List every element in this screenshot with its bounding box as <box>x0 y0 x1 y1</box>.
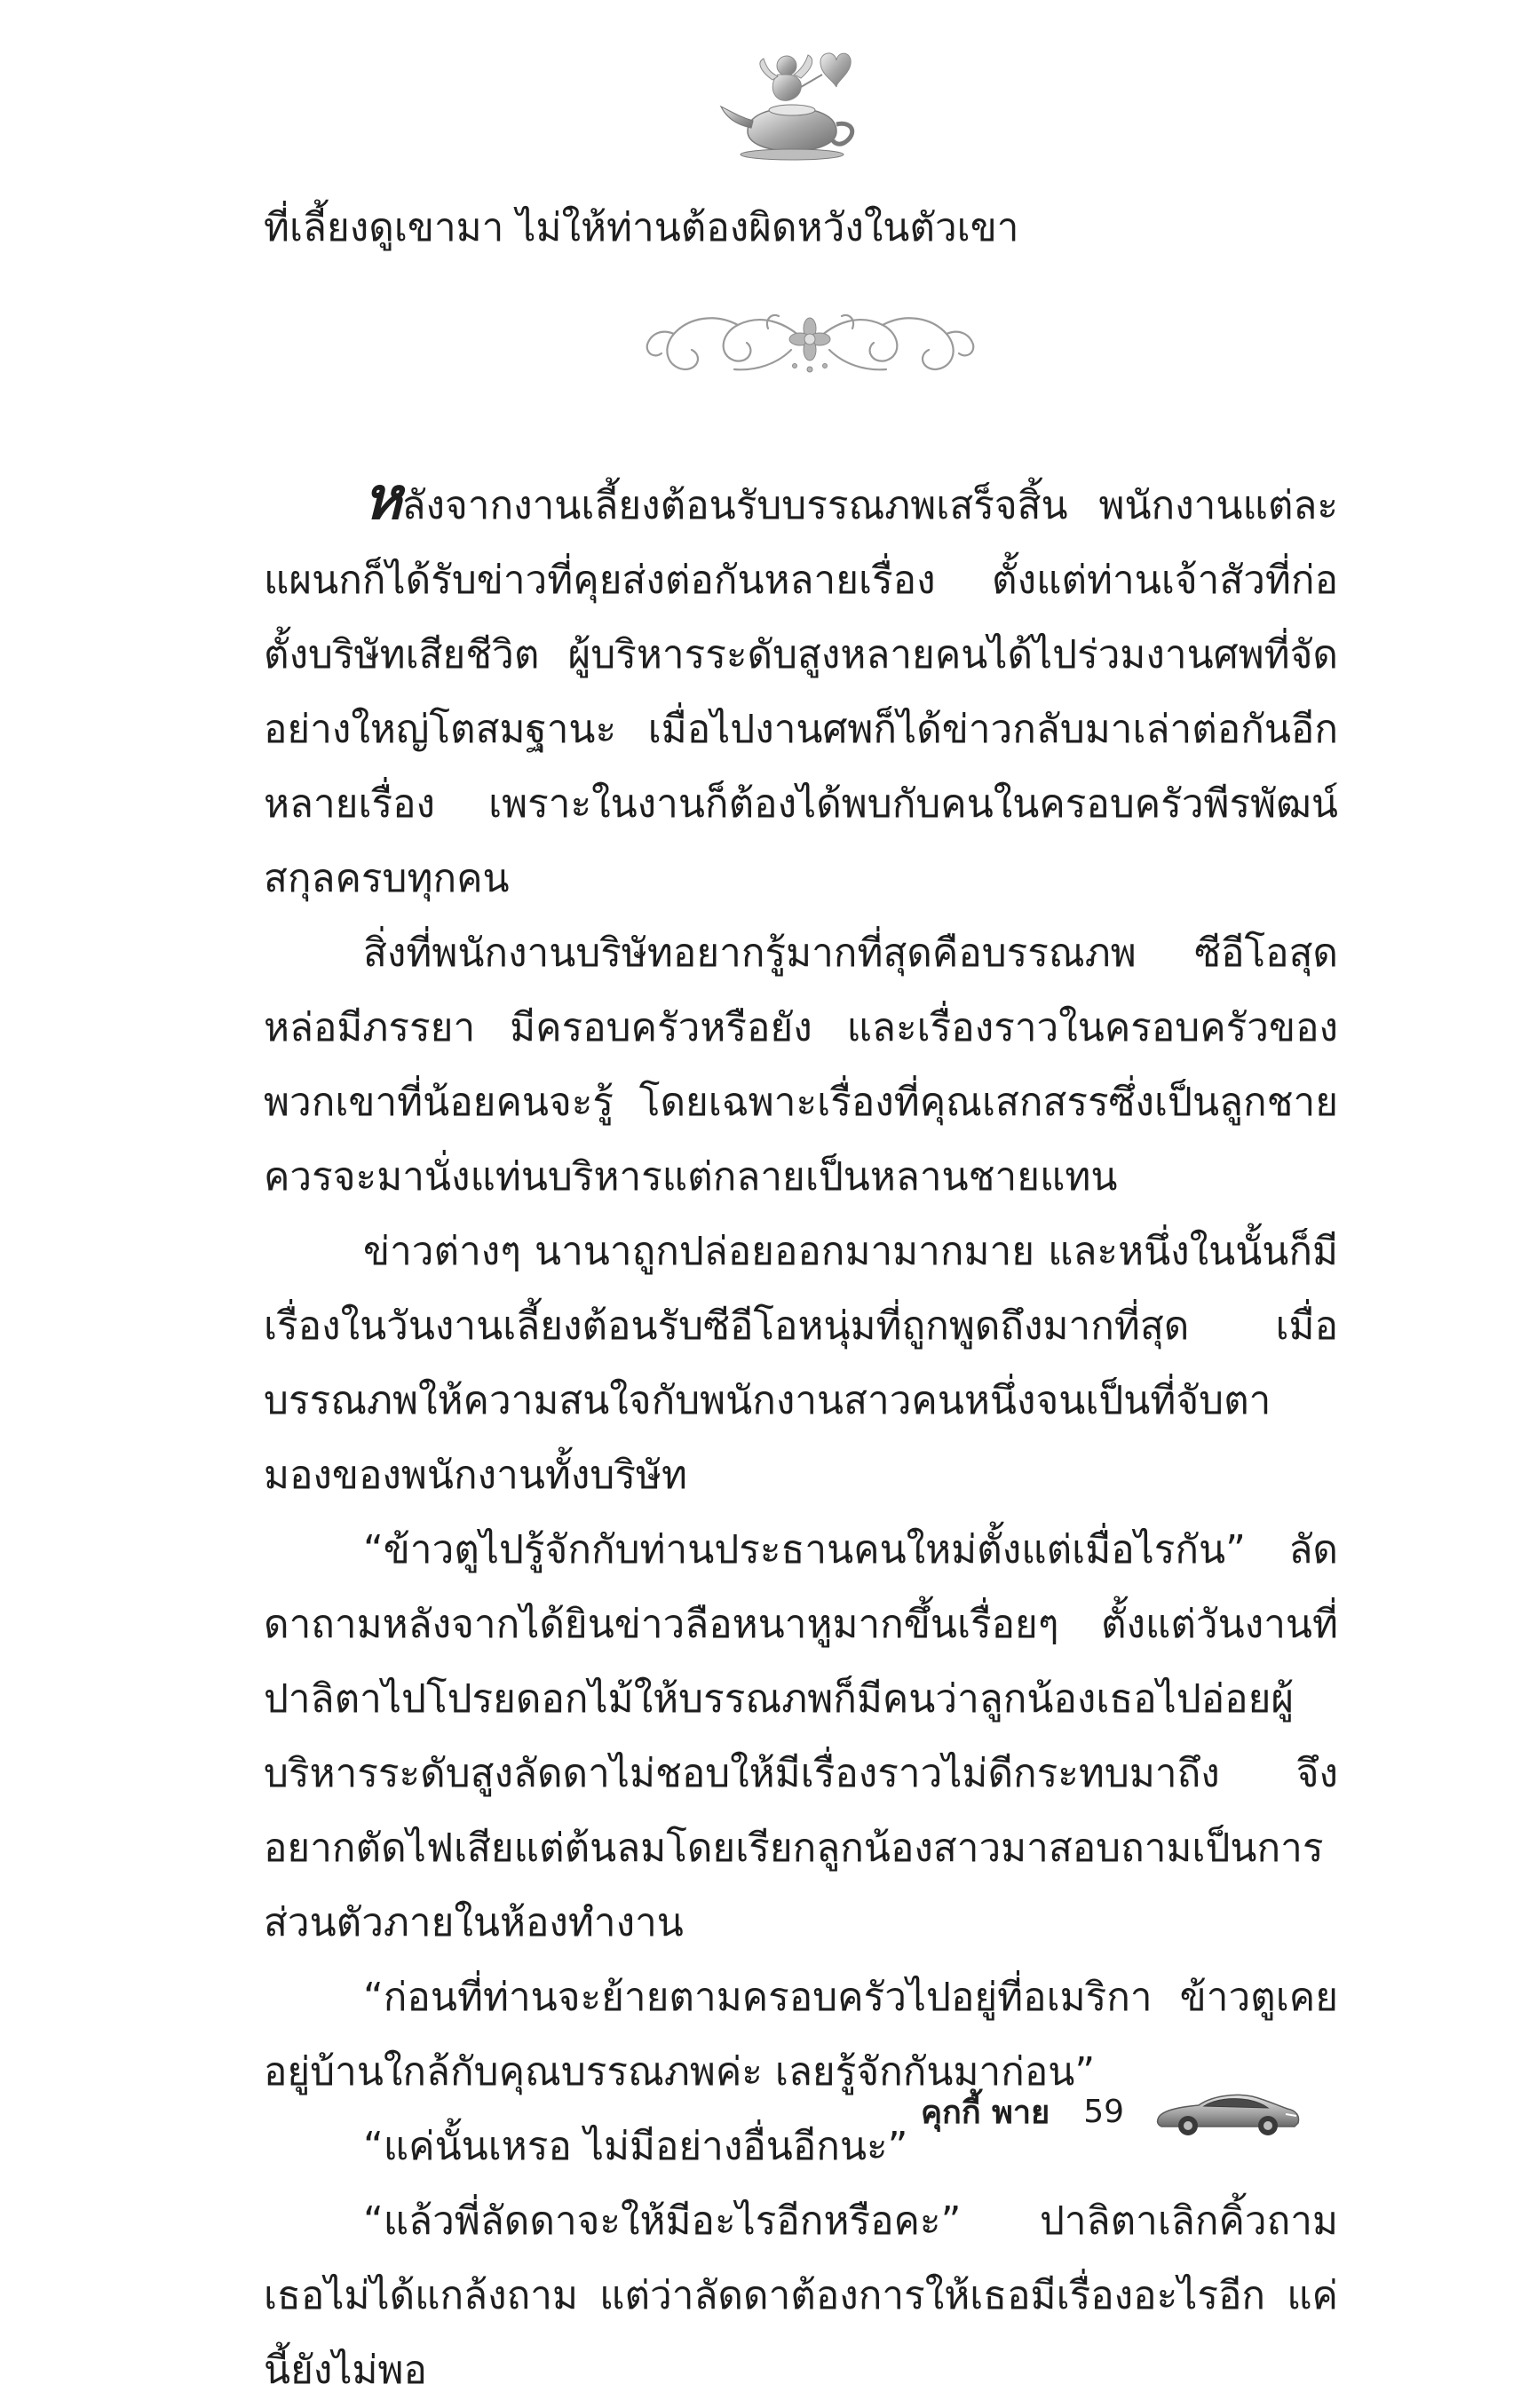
page-footer <box>921 2081 1303 2142</box>
paragraph-1-text: ลังจากงานเลี้ยงต้อนรับบรรณภพเสร็จสิ้น พนักงานแต่ละแผนกก็ได้รับข่าวที่คุยส่งต่อกันหลายเรื่อง ตั้งแต่ท่านเจ้าสัวที่ก่อตั้งบริษัทเสียชีวิต ผู้บริหารระดับสูงหลายคนได้ไปร่วมงานศพที่จัดอย่างใหญ่โตสมฐานะ เมื่อไปงานศพก็ได้ข่าวกลับมาเล่าต่อกันอีกหลายเรื่อง เพราะในงานก็ต้องได้พบกับคนในครอบครัวพีรพัฒน์สกุลครบทุกคน <box>264 483 1338 901</box>
paragraph-3: ข่าวต่างๆ นานาถูกปล่อยออกมามากมาย และหนึ่งในนั้นก็มีเรื่องในวันงานเลี้ยงต้อนรับซีอีโอหนุ่มที่ถูกพูดถึงมากที่สุด เมื่อบรรณภพให้ความสนใจกับพนักงานสาวคนหนึ่งจนเป็นที่จับตามองของพนักงานทั้งบริษัท <box>264 1229 1338 1498</box>
opening-line: ที่เลี้ยงดูเขามา ไม่ให้ท่านต้องผิดหวังในตัวเขา <box>264 205 1019 250</box>
sports-car-icon <box>1153 2084 1303 2139</box>
paragraph-5: “ก่อนที่ท่านจะย้ายตามครอบครัวไปอยู่ที่อเมริกา ข้าวตูเคยอยู่บ้านใกล้กับคุณบรรณภพค่ะ เลยรู้จักกันมาก่อน” <box>264 1975 1338 2095</box>
cupid-teapot-icon <box>716 36 867 169</box>
page-number: 59 <box>1083 2093 1124 2130</box>
paragraph-4: “ข้าวตูไปรู้จักกับท่านประธานคนใหม่ตั้งแต่เมื่อไรกัน” ลัดดาถามหลังจากได้ยินข่าวลือหนาหูมากขึ้นเรื่อยๆ ตั้งแต่วันงานที่ปาลิตาไปโปรยดอกไม้ให้บรรณภพก็มีคนว่าลูกน้องเธอไปอ่อยผู้บริหารระดับสูงลัดดาไม่ชอบให้มีเรื่องราวไม่ดีกระทบมาถึง จึงอยากตัดไฟเสียแต่ต้นลมโดยเรียกลูกน้องสาวมาสอบถามเป็นการส่วนตัวภายในห้องทำงาน <box>264 1527 1338 1945</box>
drop-cap: ห <box>363 463 402 533</box>
book-title: คุกกี้ พาย <box>920 2094 1050 2131</box>
body-text <box>264 191 1338 2408</box>
paragraph-6: “แค่นั้นเหรอ ไม่มีอย่างอื่นอีกนะ” <box>363 2124 908 2169</box>
paragraph-7: “แล้วพี่ลัดดาจะให้มีอะไรอีกหรือคะ” ปาลิตาเลิกคิ้วถาม เธอไม่ได้แกล้งถาม แต่ว่าลัดดาต้องการให้เธอมีเรื่องอะไรอีก แค่นี้ยังไม่พอ <box>264 2198 1338 2393</box>
paragraph-1 <box>264 461 1338 916</box>
paragraph-2: สิ่งที่พนักงานบริษัทอยากรู้มากที่สุดคือบรรณภพ ซีอีโอสุดหล่อมีภรรยา มีครอบครัวหรือยัง และเรื่องราวในครอบครัวของพวกเขาที่น้อยคนจะรู้ โดยเฉพาะเรื่องที่คุณเสกสรรซึ่งเป็นลูกชายควรจะมานั่งแท่นบริหารแต่กลายเป็นหลานชายแทน <box>264 931 1338 1200</box>
